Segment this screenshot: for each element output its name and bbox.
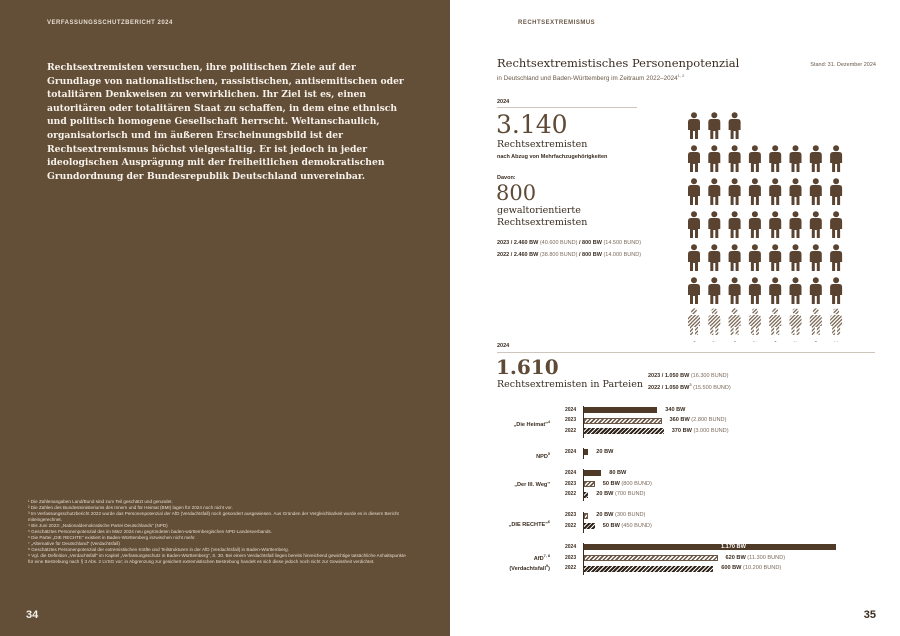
person-icon: [830, 244, 842, 271]
total-label: Rechtsextremisten: [497, 139, 588, 150]
bar-year-label: 2023: [565, 417, 577, 424]
person-icon: [810, 244, 822, 271]
person-icon: [810, 308, 822, 335]
person-icon: [790, 244, 802, 271]
bar-value-label: 50 BW (800 BUND): [602, 480, 652, 487]
person-icon: [790, 145, 802, 172]
total-number: 3.140: [496, 110, 568, 139]
section-year: 2024: [497, 343, 510, 349]
person-icon: [688, 178, 700, 205]
person-icon: [769, 244, 781, 271]
bar-value-label: 50 BW (450 BUND): [602, 522, 652, 529]
party-total-number: 1.610: [496, 355, 559, 379]
page-number-right: 35: [863, 609, 876, 621]
person-icon: [729, 145, 741, 172]
person-icon: [790, 277, 802, 304]
person-icon: [769, 211, 781, 238]
page-number-left: 34: [26, 609, 39, 621]
person-icon: [810, 178, 822, 205]
footnote: ⁵ Geschätztes Personenpotenzial des im März 2024 neu gegründeten baden-württembergischen NPD-Landesverbands.: [28, 529, 272, 534]
bar-year-label: 2024: [565, 406, 577, 413]
bar: [584, 481, 595, 487]
person-icon: [708, 244, 720, 271]
person-icon: [688, 277, 700, 304]
prev-year-line: 2022 / 2.460 BW (38.800 BUND) / 800 BW (14.000 BUND): [497, 252, 642, 258]
person-icon: [729, 112, 741, 139]
bar: [584, 544, 836, 550]
party-prev-line: 2022 / 1.050 $BW^3$ (15.500 BUND): [648, 382, 731, 391]
section-year: 2024: [497, 99, 510, 105]
prev-year-line: 2023 / 2.460 BW (40.600 BUND) / 800 BW (14.500 BUND): [497, 240, 642, 246]
bar: [584, 566, 713, 572]
person-icon: [688, 308, 700, 335]
person-icon: [708, 112, 720, 139]
footnote: ³ Im Verfassungsschutzbericht 2022 wurde das Personenpotenzial der AfD (Verdachtsfall) noch gesondert ausgewiesen. Aus Gründen der Vergleichbarkeit wurde es in diesem Bericht miteingerechnet.: [28, 511, 399, 522]
person-icon: [830, 308, 842, 335]
bar-value-label: 20 BW (700 BUND): [596, 491, 646, 498]
bar: [584, 492, 588, 498]
party-label: „Der III. Weg": [514, 482, 550, 489]
person-icon: [810, 211, 822, 238]
bar-year-label: 2023: [565, 554, 577, 561]
bar-value-label: 20 BW (300 BUND): [596, 512, 646, 519]
person-icon: [830, 145, 842, 172]
violent-label: gewaltorientierte Rechtsextremisten: [497, 205, 588, 228]
person-icon: [708, 211, 720, 238]
person-icon: [790, 308, 802, 335]
bar-year-label: 2024: [565, 469, 577, 476]
person-icon: [729, 178, 741, 205]
person-icon: [688, 145, 700, 172]
person-icon: [769, 341, 781, 342]
person-icon: [708, 145, 720, 172]
footnotes: [26, 499, 410, 565]
person-icon: [749, 308, 761, 335]
stand-date: Stand: 31. Dezember 2024: [810, 62, 876, 68]
bar-year-label: 2023: [565, 512, 577, 519]
party-label: NPD$^5$: [536, 451, 550, 460]
person-icon: [769, 145, 781, 172]
bar-year-label: 2023: [565, 480, 577, 487]
violent-number: 800: [496, 181, 537, 205]
bar-value-label: 370 BW (3.000 BUND): [671, 427, 729, 434]
person-icon: [790, 178, 802, 205]
bar-value-label: 620 BW (11.300 BUND): [725, 554, 786, 561]
party-label: „Die Heimat"$^4$: [513, 419, 550, 428]
person-icon: [830, 211, 842, 238]
footnote: ⁸ Geschätztes Personenpotenzial der extremistischen Kräfte und Teilstrukturen in der AfD (Verdachtsfall) in Baden-Württemberg.: [28, 547, 290, 552]
divider: [497, 107, 637, 108]
party-label: AfD$^{7, 8}$ (Verdachtsfall$^9$): [509, 554, 550, 573]
party-total-label: Rechtsextremisten in Parteien: [497, 379, 643, 390]
person-icon: [749, 145, 761, 172]
bar: [584, 523, 595, 529]
bar-year-label: 2022: [565, 491, 577, 498]
person-icon: [749, 211, 761, 238]
footnote: ⁷ „Alternative für Deutschland" (Verdachtsfall): [28, 541, 120, 546]
footnote: ¹ Die Zahlenangaben Land/Bund sind zum Teil geschätzt und gerundet.: [28, 499, 173, 504]
person-icon: [708, 178, 720, 205]
total-note: nach Abzug von Mehrfachzugehörigkeiten: [497, 154, 608, 160]
footnote: ² Die Zahlen des Bundesministeriums des Innern und für Heimat (BMI) lagen für 2024 noch nicht vor.: [28, 505, 233, 510]
person-icon: [749, 178, 761, 205]
bar: [584, 513, 588, 519]
person-icon: [749, 244, 761, 271]
running-head-right: RECHTSEXTREMISMUS: [518, 20, 596, 26]
person-icon: [729, 277, 741, 304]
bar: [584, 407, 657, 413]
person-icon: [729, 244, 741, 271]
person-icon: [749, 277, 761, 304]
person-icon: [769, 178, 781, 205]
party-prev-line: 2023 / 1.050 BW (16.300 BUND): [648, 373, 729, 379]
person-icon: [810, 145, 822, 172]
person-icon: [810, 341, 822, 342]
running-head-left: VERFASSUNGSSCHUTZBERICHT 2024: [47, 20, 173, 26]
person-icon: [688, 112, 700, 139]
bar-year-label: 2022: [565, 565, 577, 572]
bar-year-label: 2024: [565, 543, 577, 550]
bar-value-label: 360 BW (2.800 BUND): [669, 417, 727, 424]
person-icon: [830, 178, 842, 205]
bar-year-label: 2022: [565, 522, 577, 529]
person-icon-grid: [688, 112, 858, 342]
footnote: ⁹ Vgl. die Definition „Verdachtsfall" im Kapitel „Verfassungsschutz in Baden-Württemberg", S. 30. Bei einem Verdachtsfall liegen bereits hinreichend gewichtige tatsächliche Anhaltspunkte für eine Bestrebung nach § 3 Abs. 2 LVSG vor; in Abgrenzung zur gesichert extremistischen Bestrebung handelt es sich diese jedoch noch nicht zur Gewissheit verdichtet.: [28, 553, 406, 564]
bar-year-label: 2022: [565, 427, 577, 434]
person-icon: [830, 277, 842, 304]
bar-value-label: 80 BW: [609, 469, 627, 476]
person-icon: [769, 308, 781, 335]
bar: [584, 555, 718, 561]
bar-value-label: 1.170 BW: [721, 543, 746, 550]
person-icon: [729, 211, 741, 238]
party-label: „DIE RECHTE"$^6$: [508, 520, 550, 529]
person-icon: [688, 341, 700, 342]
person-icon: [790, 341, 802, 342]
person-icon: [688, 244, 700, 271]
davon-label: Davon:: [497, 175, 516, 181]
footnote: ⁶ Die Partei „DIE RECHTE" existiert in Baden-Württemberg inzwischen nicht mehr.: [28, 535, 196, 540]
person-icon: [688, 211, 700, 238]
divider: [497, 352, 875, 353]
person-icon: [708, 277, 720, 304]
person-icon: [708, 341, 720, 342]
person-icon: [749, 341, 761, 342]
infographic-title: Rechtsextremistisches Personenpotenzial: [497, 56, 740, 70]
intro-paragraph: Rechtsextremisten versuchen, ihre politischen Ziele auf der Grundlage von nationalistischen, rassistischen, antisemitischen oder totalitären Denkweisen zu verwirklichen. Ihr Ziel ist es, einen autoritären oder totalitären Staat zu schaffen, in dem eine ethnisch und politisch homogene Gesellschaft herrscht. Weltanschaulich, organisatorisch und im äußeren Erscheinungsbild ist der Rechtsextremismus höchst vielgestaltig. Er ist jedoch in jeder ideologischen Ausprägung mit der freiheitlichen demokratischen Grundordnung der Bundesrepublik Deutschland unvereinbar.: [47, 62, 404, 182]
bar-value-label: 20 BW: [596, 448, 614, 455]
bar: [584, 428, 664, 434]
footnote: ⁴ Bis Juni 2023: „Nationaldemokratische Partei Deutschlands" (NPD): [28, 523, 168, 528]
bar: [584, 470, 601, 476]
right-page: [450, 0, 900, 636]
person-icon: [790, 211, 802, 238]
bar-value-label: 340 BW: [665, 406, 686, 413]
person-icon: [729, 308, 741, 335]
person-icon: [830, 341, 842, 342]
bar-year-label: 2024: [565, 448, 577, 455]
person-icon: [810, 277, 822, 304]
person-icon: [708, 308, 720, 335]
bar: [584, 449, 588, 455]
person-icon: [729, 341, 741, 342]
bar: [584, 418, 662, 424]
infographic-subtitle: in Deutschland und Baden-Württemberg im Zeitraum 2022–2024$^{1, 2}$: [497, 73, 685, 83]
bar-value-label: 600 BW (10.200 BUND): [721, 565, 782, 572]
person-icon: [769, 277, 781, 304]
